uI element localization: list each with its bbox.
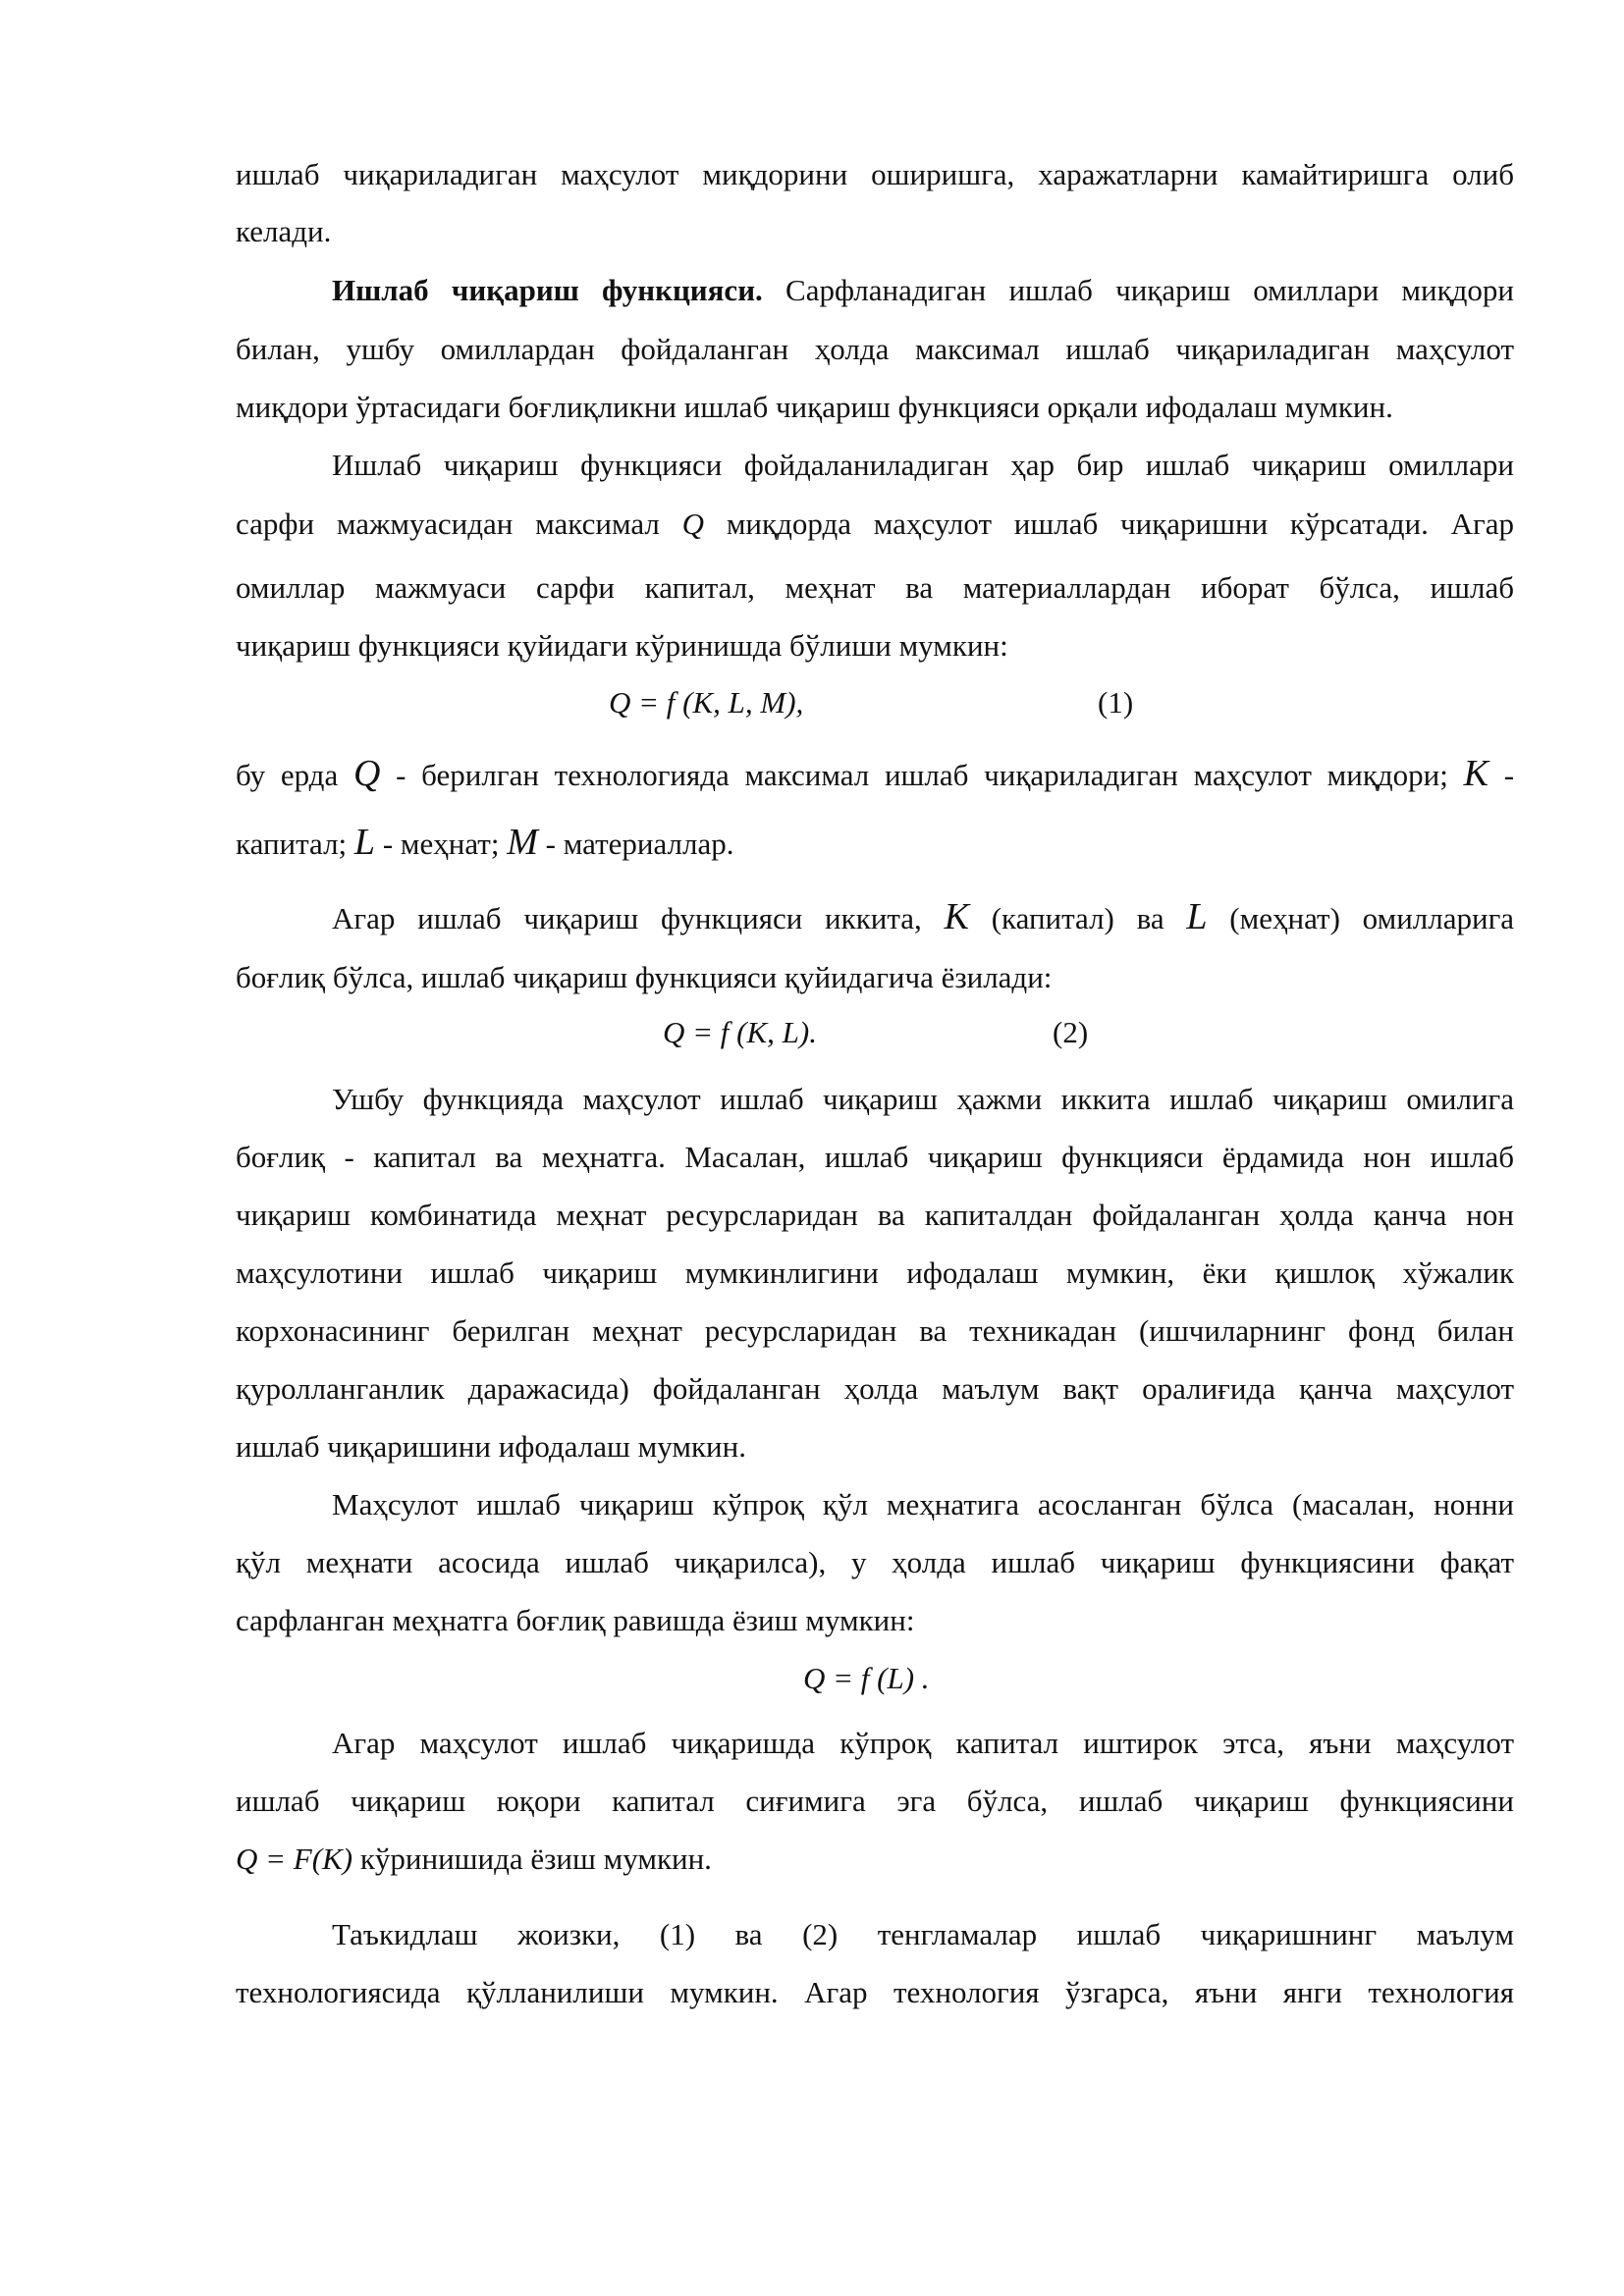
variable-l: L: [1186, 896, 1208, 937]
text-line-with-formula: [236, 1840, 1514, 1879]
paragraph-heading-line: [332, 271, 1514, 310]
text-line: билан, ушбу омиллардан фойдаланган ҳолда максимал ишлаб чиқариладиган маҳсулот: [236, 332, 1514, 366]
variable-k: K: [944, 896, 969, 937]
text-line: чиқариш функцияси қуйидаги кўринишда бўлиши мумкин:: [236, 628, 1008, 663]
formula-3-text: Q = f (L) .: [803, 1661, 930, 1695]
dash: -: [1503, 758, 1515, 792]
variable-m: M: [507, 822, 538, 863]
text-line: Ушбу функцияда маҳсулот ишлаб чиқариш ҳажми иккита ишлаб чиқариш омилига: [332, 1082, 1514, 1116]
text-span: кўринишида ёзиш мумкин.: [359, 1842, 712, 1876]
text-line: боғлиқ бўлса, ишлаб чиқариш функцияси қуйидагича ёзилади:: [236, 960, 1053, 994]
text-line: Маҳсулот ишлаб чиқариш кўпроқ қўл меҳнатига асосланган бўлса (масалан, нонни: [332, 1487, 1514, 1522]
text-line: корхонасининг берилган меҳнат ресурсларидан ва техникадан (ишчиларнинг фонд билан: [236, 1313, 1514, 1348]
text-line: қўл меҳнати асосида ишлаб чиқарилса), у ҳолда ишлаб чиқариш функциясини фақат: [236, 1545, 1514, 1579]
text-line-with-symbol: [236, 505, 1514, 544]
variable-k: K: [1463, 753, 1489, 794]
variable-l: L: [353, 822, 376, 863]
text-span: Сарфланадиган ишлаб чиқариш омиллари миқдори: [785, 273, 1515, 307]
text-line: ишлаб чиқаришини ифодалаш мумкин.: [236, 1429, 746, 1464]
text-line-with-symbols: [332, 897, 1514, 938]
formula-1-number: (1): [1098, 685, 1134, 720]
text-line: ишлаб чиқариш юқори капитал сиғимига эга бўлса, ишлаб чиқариш функциясини: [236, 1784, 1514, 1818]
text-line: Таъкидлаш жоизки, (1) ва (2) тенгламалар ишлаб чиқаришнинг маълум: [332, 1917, 1514, 1951]
text-line: сарфланган меҳнатга боғлиқ равишда ёзиш мумкин:: [236, 1603, 915, 1637]
text-span: миқдорда маҳсулот ишлаб чиқаришни кўрсатади. Агар: [726, 507, 1515, 541]
formula-2: [663, 1013, 817, 1052]
text-span: (капитал) ва: [991, 901, 1164, 935]
text-span: (меҳнат) омилларига: [1229, 901, 1515, 935]
text-line: Агар маҳсулот ишлаб чиқаришда кўпроқ капитал иштирок этса, яъни маҳсулот: [332, 1726, 1514, 1760]
text-span: - берилган технологияда максимал ишлаб чиқариладиган маҳсулот миқдори;: [396, 758, 1448, 792]
text-span: бу ерда: [236, 758, 339, 792]
variable-q: Q: [681, 507, 705, 541]
text-line-with-symbols: [236, 823, 1514, 864]
text-line: келади.: [236, 214, 332, 248]
text-line: боғлиқ - капитал ва меҳнатга. Масалан, ишлаб чиқариш функцияси ёрдамида нон ишлаб: [236, 1140, 1514, 1174]
text-line: чиқариш комбинатида меҳнат ресурсларидан ва капиталдан фойдаланган ҳолда қанча нон: [236, 1198, 1514, 1232]
text-span: - меҳнат;: [382, 827, 500, 861]
text-line-with-symbols: [236, 754, 1514, 795]
text-line: омиллар мажмуаси сарфи капитал, меҳнат ва материаллардан иборат бўлса, ишлаб: [236, 570, 1514, 605]
text-span: - материаллар.: [545, 827, 734, 861]
text-line: ишлаб чиқариладиган маҳсулот миқдорини оширишга, харажатларни камайтиришга олиб: [236, 157, 1514, 191]
text-line: миқдори ўртасидаги боғлиқликни ишлаб чиқариш функцияси орқали ифодалаш мумкин.: [236, 390, 1393, 424]
variable-q: Q: [352, 753, 381, 794]
formula-4: Q = F(K): [236, 1842, 353, 1876]
formula-2-number: (2): [1053, 1015, 1089, 1049]
text-line: маҳсулотини ишлаб чиқариш мумкинлигини ифодалаш мумкин, ёки қишлоқ хўжалик: [236, 1255, 1514, 1290]
formula-3: [803, 1659, 930, 1698]
text-span: Агар ишлаб чиқариш функцияси иккита,: [332, 901, 922, 935]
text-line: технологиясида қўлланилиши мумкин. Агар технология ўзгарса, яъни янги технология: [236, 1975, 1514, 2009]
text-span: капитал;: [236, 827, 348, 861]
formula-2-text: Q = f (K, L).: [663, 1015, 817, 1049]
text-line: Ишлаб чиқариш функцияси фойдаланиладиган ҳар бир ишлаб чиқариш омиллари: [332, 448, 1514, 482]
formula-1-text: Q = f (K, L, M),: [609, 685, 804, 720]
formula-1: [609, 683, 803, 722]
text-span: сарфи мажмуасидан максимал: [236, 507, 660, 541]
text-line: қуролланганлик даражасида) фойдаланган ҳолда маълум вақт оралиғида қанча маҳсулот: [236, 1371, 1514, 1406]
section-heading: Ишлаб чиқариш функцияси.: [332, 273, 763, 307]
